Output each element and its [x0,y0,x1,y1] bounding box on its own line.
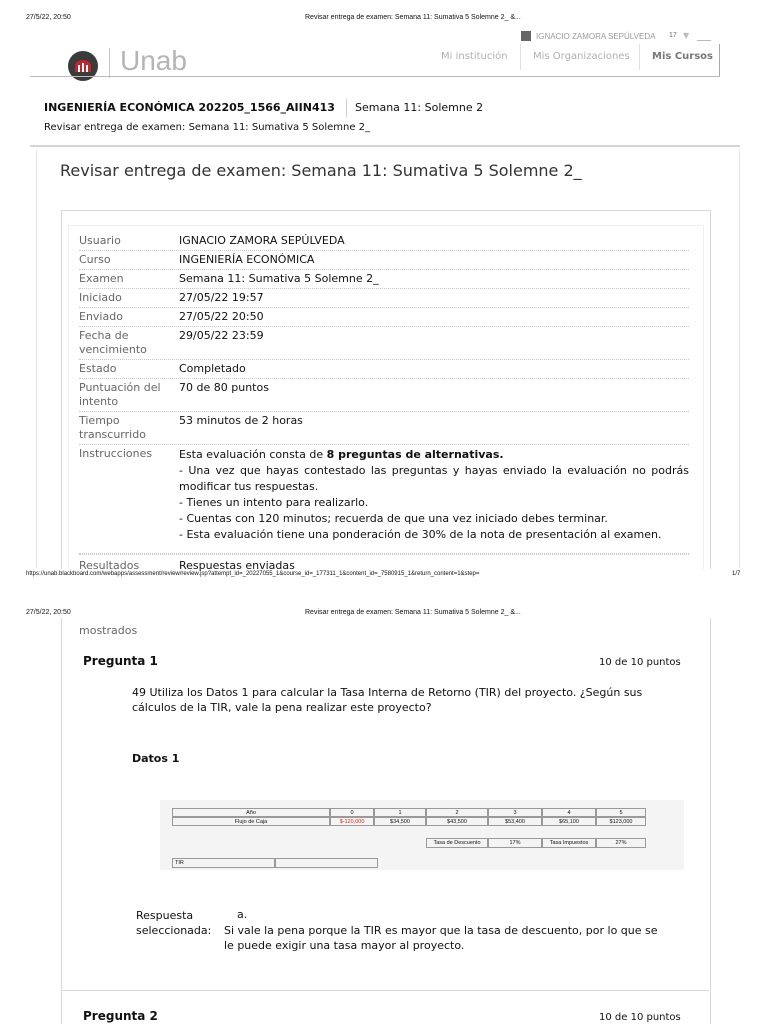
instr-line: - Cuentas con 120 minutos; recuerda de que una vez iniciado debes terminar. [179,512,608,525]
value-instrucciones [179,447,689,543]
cell-flow: $65,100 [542,817,596,826]
cell-flow-label: Flujo de Caja [172,817,330,826]
row-instrucciones [79,445,689,554]
row-curso [79,251,689,270]
question-1-score: 10 de 10 puntos [599,657,681,668]
value-usuario: IGNACIO ZAMORA SEPÚLVEDA [179,234,345,247]
cell-discount-label: Tasa de Descuento [426,838,488,848]
breadcrumb-rule [30,145,740,147]
print-title: Revisar entrega de examen: Semana 11: Sumativa 5 Solemne 2_ &... [305,609,521,616]
value-examen: Semana 11: Sumativa 5 Solemne 2_ [179,272,379,285]
cell-flow: $34,500 [374,817,426,826]
cell-tir-value [275,858,378,868]
page-number: 1/7 [732,571,741,577]
value-tiempo: 53 minutos de 2 horas [179,414,303,427]
row-examen [79,270,689,289]
nav-divider [639,44,640,70]
cell-flow: $43,500 [426,817,488,826]
row-estado [79,360,689,379]
course-section[interactable]: Semana 11: Solemne 2 [355,101,484,114]
label-iniciado: Iniciado [79,291,122,304]
cell-tax-label: Tasa Impuestos [542,838,596,848]
logo-text: Unab [120,45,187,76]
cell-tir-label: TIR [172,858,275,868]
cell-year: 2 [426,808,488,817]
print-date: 27/5/22, 20:50 [26,609,71,616]
label-curso: Curso [79,253,111,266]
label-tiempo-2: transcurrido [79,428,146,441]
instr-intro: Esta evaluación consta de [179,448,327,461]
nav-divider [719,44,720,76]
value-vencimiento: 29/05/22 23:59 [179,329,264,342]
row-iniciado [79,289,689,308]
row-vencimiento [79,327,689,360]
label-puntuacion-1: Puntuación del [79,381,161,394]
label-enviado: Enviado [79,310,123,323]
print-date: 27/5/22, 20:50 [26,14,71,21]
label-usuario: Usuario [79,234,121,247]
cell-year: 3 [488,808,542,817]
answer-letter: a. [237,908,248,921]
value-curso: INGENIERÍA ECONÓMICA [179,253,315,266]
label-estado: Estado [79,362,117,375]
instr-line: - Esta evaluación tiene una ponderación de 30% de la nota de presentación al examen. [179,528,662,541]
course-divider [346,99,347,117]
value-enviado: 27/05/22 20:50 [179,310,264,323]
cell-year: 4 [542,808,596,817]
value-puntuacion: 70 de 80 puntos [179,381,269,394]
logo-divider [109,48,110,78]
question-2-title: Pregunta 2 [83,1009,158,1023]
instr-line: - Tienes un intento para realizarlo. [179,496,369,509]
notification-count[interactable]: 17 [669,32,677,39]
label-examen: Examen [79,272,124,285]
user-avatar[interactable] [521,31,531,41]
chevron-down-icon[interactable]: ▼ [683,31,690,40]
answer-label-2: seleccionada: [136,924,212,937]
label-vencimiento-2: vencimiento [79,343,147,356]
cell-flow: $123,000 [596,817,646,826]
answer-label [136,908,211,938]
answer-text: Si vale la pena porque la TIR es mayor que la tasa de descuento, por lo que se le puede exigir una tasa mayor al proyecto. [224,924,658,952]
course-code[interactable]: INGENIERÍA ECONÓMICA 202205_1566_AIIN413 [44,101,335,114]
answer-label-1: Respuesta [136,909,194,922]
cell-year: 5 [596,808,646,817]
nav-mis-organizaciones[interactable]: Mis Organizaciones [533,51,630,62]
instr-line: - Una vez que hayas contestado las preguntas y hayas enviado la evaluación no podrás modificar tus respuestas. [179,464,689,493]
instr-intro-line [179,447,689,463]
resultados-continued: mostrados [79,624,138,637]
row-tiempo [79,412,689,445]
cell-flow: $-120,000 [330,817,374,826]
label-tiempo-1: Tiempo [79,414,120,427]
divider [697,40,711,41]
header-rule [30,76,720,77]
question-1-text: 49 Utiliza los Datos 1 para calcular la Tasa Interna de Retorno (TIR) del proyecto. ¿Según sus cálculos de la TIR, vale la pena realizar este proyecto? [132,686,643,714]
nav-mi-institucion[interactable]: Mi institución [441,51,508,62]
question-1-title: Pregunta 1 [83,654,158,668]
row-enviado [79,308,689,327]
cell-tax-value: 27% [596,838,646,848]
label-vencimiento [79,329,179,357]
cell-year: 1 [374,808,426,817]
label-puntuacion-2: intento [79,395,119,408]
details-table [79,232,689,575]
cell-discount-value: 17% [488,838,542,848]
breadcrumb: Revisar entrega de examen: Semana 11: Sumativa 5 Solemne 2_ [44,122,371,133]
page-title: Revisar entrega de examen: Semana 11: Sumativa 5 Solemne 2_ [60,161,582,180]
user-name[interactable]: IGNACIO ZAMORA SEPÚLVEDA [536,32,656,41]
label-tiempo [79,414,179,442]
value-iniciado: 27/05/22 19:57 [179,291,264,304]
cell-year: 0 [330,808,374,817]
question-2-score: 10 de 10 puntos [599,1012,681,1023]
label-instrucciones: Instrucciones [79,447,153,460]
data-title: Datos 1 [132,752,180,765]
label-resultados: Resultados [79,559,140,572]
label-puntuacion [79,381,179,409]
nav-mis-cursos[interactable]: Mis Cursos [652,51,713,62]
print-title: Revisar entrega de examen: Semana 11: Sumativa 5 Solemne 2_ &... [305,14,521,21]
value-estado: Completado [179,362,246,375]
nav-divider [520,44,521,70]
question-divider [61,990,709,991]
label-vencimiento-1: Fecha de [79,329,129,342]
cell-year-label: Año [172,808,330,817]
instr-bold: 8 preguntas de alternativas. [326,448,504,461]
row-puntuacion [79,379,689,412]
value-resultados: Respuestas enviadas [179,559,295,572]
print-url: https://unab.blackboard.com/webapps/assessment/review/review.jsp?attempt_id=_20227055_1&course_id=_177311_1&content_id=_7580915_1&return_content=1&step= [26,571,480,577]
row-usuario [79,232,689,251]
cell-flow: $53,400 [488,817,542,826]
